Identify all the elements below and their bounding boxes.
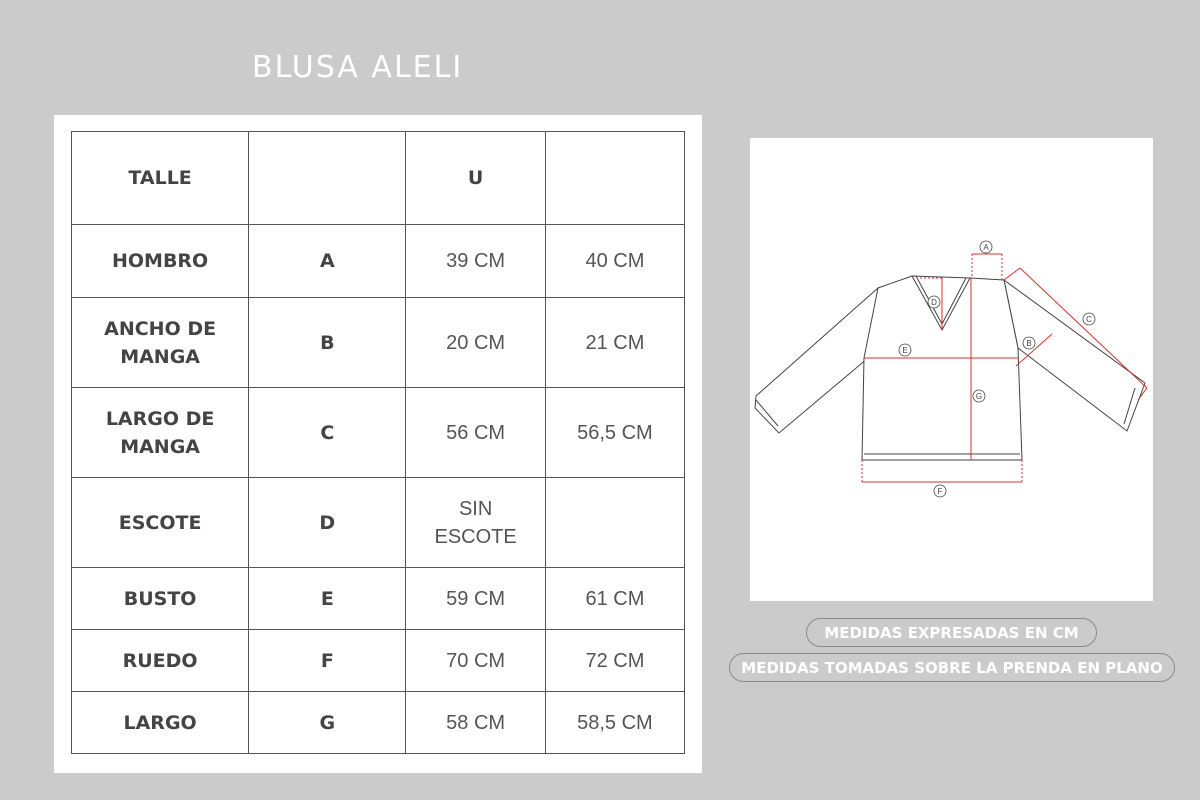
row-value: SIN ESCOTE — [406, 478, 545, 568]
garment-diagram — [750, 138, 1153, 601]
row-value: 56 CM — [406, 388, 545, 478]
table-row — [72, 478, 685, 568]
method-note-badge: MEDIDAS TOMADAS SOBRE LA PRENDA EN PLANO — [729, 653, 1175, 682]
units-note-badge: MEDIDAS EXPRESADAS EN CM — [806, 618, 1097, 647]
marker-e-label: E — [902, 346, 908, 355]
size-table — [71, 131, 685, 754]
header-size-u: U — [406, 132, 545, 225]
row-value: 58,5 CM — [545, 692, 684, 754]
row-code: D — [249, 478, 406, 568]
garment-outline — [755, 276, 1145, 460]
table-header-row — [72, 132, 685, 225]
row-code: A — [249, 225, 406, 298]
row-value: 58 CM — [406, 692, 545, 754]
row-code: F — [249, 630, 406, 692]
row-code: B — [249, 298, 406, 388]
garment-diagram-card — [750, 138, 1153, 601]
marker-g — [973, 390, 985, 402]
row-value — [545, 478, 684, 568]
row-code: C — [249, 388, 406, 478]
marker-f-label: F — [937, 487, 943, 496]
row-label: LARGO DE MANGA — [72, 388, 249, 478]
marker-d-label: D — [931, 298, 937, 307]
marker-c — [1083, 313, 1095, 325]
marker-b-label: B — [1026, 339, 1032, 348]
row-value: 56,5 CM — [545, 388, 684, 478]
row-value: 72 CM — [545, 630, 684, 692]
table-row — [72, 388, 685, 478]
row-value: 20 CM — [406, 298, 545, 388]
header-empty-cell — [249, 132, 406, 225]
marker-a — [980, 241, 992, 253]
row-label: BUSTO — [72, 568, 249, 630]
measure-c-tick — [1004, 268, 1020, 280]
marker-g-label: G — [975, 392, 983, 401]
marker-a-label: A — [983, 243, 989, 252]
table-row — [72, 568, 685, 630]
row-label: HOMBRO — [72, 225, 249, 298]
header-empty-cell — [545, 132, 684, 225]
row-label: LARGO — [72, 692, 249, 754]
right-sleeve — [1004, 280, 1145, 431]
size-table-card — [54, 115, 702, 773]
row-value: 59 CM — [406, 568, 545, 630]
left-sleeve — [755, 288, 878, 433]
table-row — [72, 692, 685, 754]
row-label: RUEDO — [72, 630, 249, 692]
row-value: 70 CM — [406, 630, 545, 692]
marker-c-label: C — [1086, 315, 1092, 324]
row-label: ESCOTE — [72, 478, 249, 568]
marker-f — [934, 485, 946, 497]
table-row — [72, 630, 685, 692]
row-value: 40 CM — [545, 225, 684, 298]
marker-e — [899, 344, 911, 356]
row-code: E — [249, 568, 406, 630]
table-row — [72, 225, 685, 298]
row-code: G — [249, 692, 406, 754]
page-title: BLUSA ALELI — [252, 50, 464, 85]
header-talle: TALLE — [72, 132, 249, 225]
row-label: ANCHO DE MANGA — [72, 298, 249, 388]
table-row — [72, 298, 685, 388]
row-value: 21 CM — [545, 298, 684, 388]
row-value: 39 CM — [406, 225, 545, 298]
marker-b — [1023, 337, 1035, 349]
row-value: 61 CM — [545, 568, 684, 630]
marker-d — [928, 296, 940, 308]
